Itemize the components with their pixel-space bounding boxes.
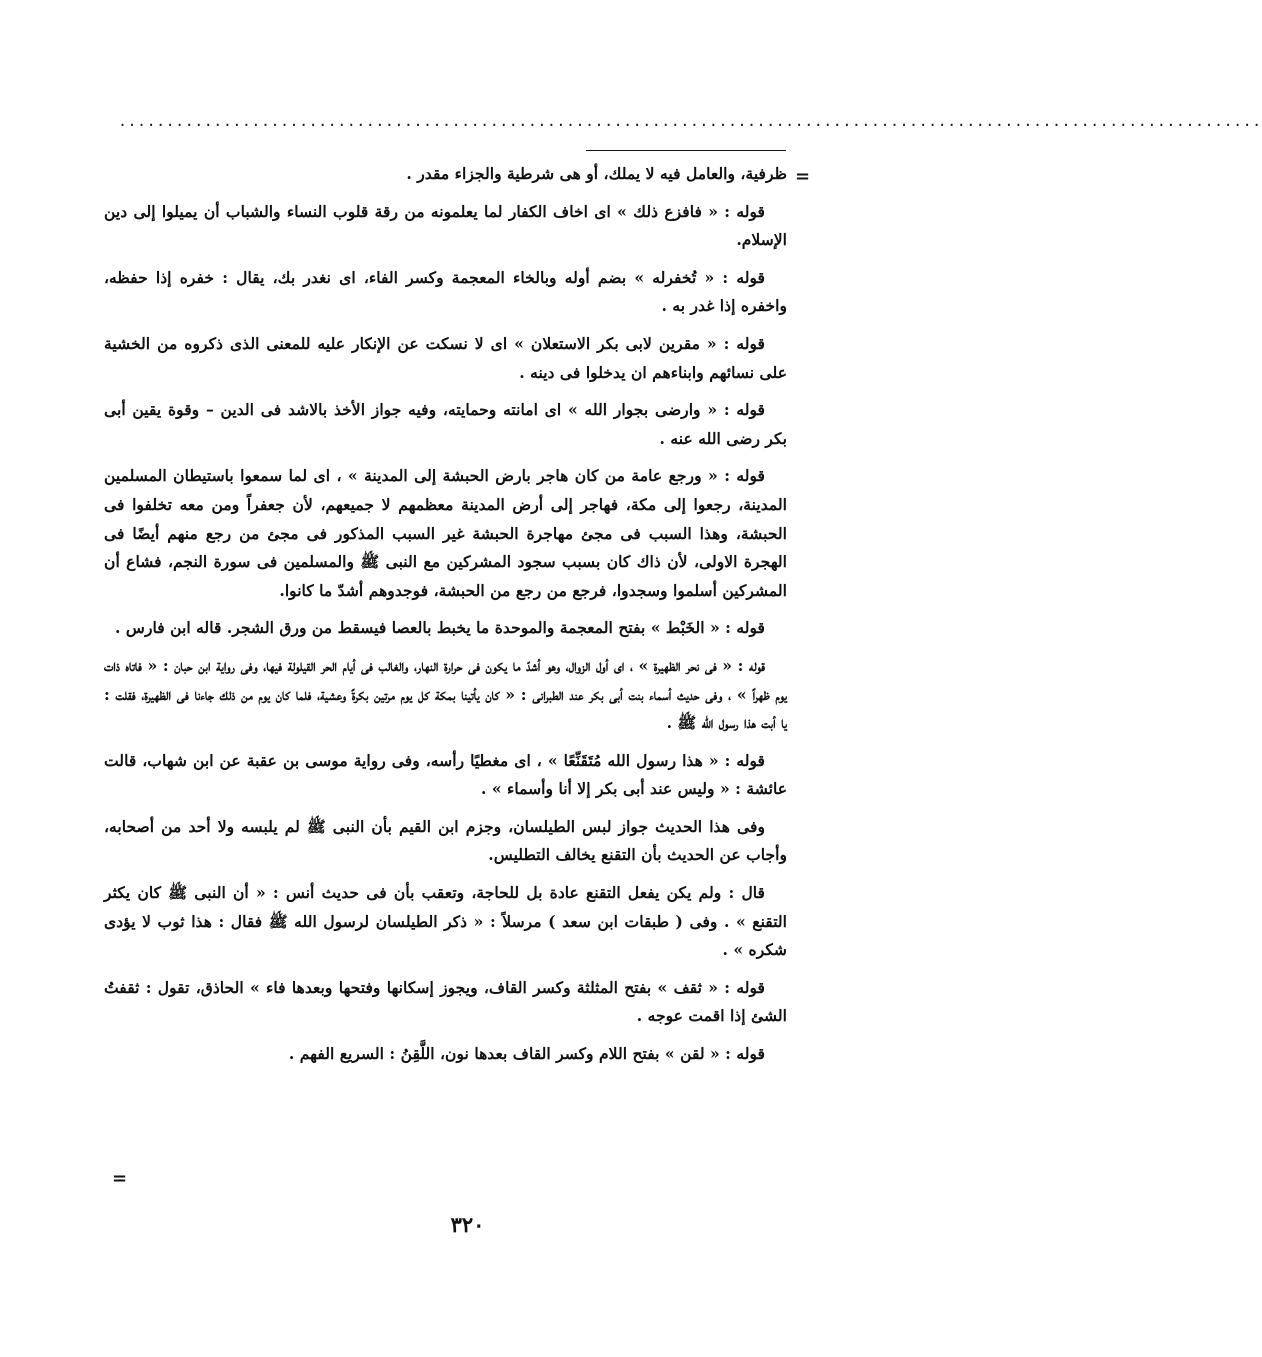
paragraph: وفى هذا الحديث جواز لبس الطيلسان، وجزم ابن القيم بأن النبى ﷺ لم يلبسه ولا أحد من أصحابه، وأجاب عن الحديث بأن التقنع يخالف التطليس. (104, 816, 787, 865)
commentary-text (104, 160, 787, 1078)
paragraph: قوله : « وارضى بجوار الله » اى امانته وحمايته، وفيه جواز الأخذ بالاشد فى الدين – وقوة يقين أبى بكر رضى الله عنه . (104, 400, 787, 448)
continuation-mark-top: = (795, 166, 811, 187)
paragraph: قوله : « تُخفرله » بضم أوله وبالخاء المعجمة وكسر الفاء، اى نغدر بك، يقال : خفره إذا حفظه، واخفره إذا غدر به . (104, 267, 787, 316)
footnote-rule (586, 150, 786, 151)
paragraph: قوله : « فافزع ذلك » اى اخاف الكفار لما يعلمونه من رقة قلوب النساء والشباب أن يميلوا إلى دين الإسلام. (104, 201, 787, 250)
continuation-mark-bottom: = (112, 1168, 128, 1189)
paragraph: قوله : « ثقف » بفتح المثلثة وكسر القاف، ويجوز إسكانها وفتحها وبعدها فاء » الحاذق، تقول : ثقفتُ الشئ إذا اقمت عوجه . (104, 977, 787, 1026)
page-number: ٣٢٠ (450, 1212, 485, 1237)
dotted-separator: ........................................................................................................................ (118, 112, 1262, 130)
paragraph: قوله : « هذا رسول الله مُتَقَنِّعًا » ، اى مغطيًا رأسه، وفى رواية موسى بن عقبة عن ابن شهاب، قالت عائشة : « وليس عند أبى بكر إلا أنا وأسماء » . (104, 750, 787, 799)
paragraph: ظرفية، والعامل فيه لا يملك، أو هى شرطية والجزاء مقدر . (406, 164, 787, 183)
paragraph: قوله : « فى نحر الظهيرة » ، اى أول الزوال، وهو أشدّ ما يكون فى حرارة النهار، والغالب فى أيام الحر القيلولة فيها، وفى رواية ابن حبان : « فاتاه ذات يوم ظهراً » ، وفى حديث أسماء بنت أبى بكر عند الطبرانى : « كان يأتينا بمكة كل يوم مرتين بكرةً وعشية، فلما كان يوم من ذلك جاءنا فى الظهيرة، فقلت : يا أبت هذا رسول الله ﷺ . (104, 655, 787, 733)
paragraph: قوله : « ورجع عامة من كان هاجر بارض الحبشة إلى المدينة » ، اى لما سمعوا باستيطان المسلمين المدينة، رجعوا إلى مكة، فهاجر إلى أرض المدينة معظمهم لا جميعهم، لأن جعفراً ومن معه تخلفوا فى الحبشة، وهذا السبب فى مجئ مهاجرة الحبشة غير السبب المذكور فى مجئ من رجع منهم أيضًا فى الهجرة الاولى، لأن ذاك كان بسبب سجود المشركين مع النبى ﷺ والمسلمين فى سورة النجم، فشاع أن المشركين أسلموا وسجدوا، فرجع من رجع من الحبشة، فوجدوهم أشدّ ما كانوا. (104, 466, 787, 600)
paragraph: قال : ولم يكن يفعل التقنع عادة بل للحاجة، وتعقب بأن فى حديث أنس : « أن النبى ﷺ كان يكثر التقنع » . وفى ( طبقات ابن سعد ) مرسلاً : « ذكر الطيلسان لرسول الله ﷺ فقال : هذا ثوب لا يؤدى شكره » . (104, 883, 787, 960)
paragraph: قوله : « الخَبْط » بفتح المعجمة والموحدة ما يخبط بالعصا فيسقط من ورق الشجر. قاله ابن فارس . (115, 618, 765, 638)
paragraph: قوله : « لقن » بفتح اللام وكسر القاف بعدها نون، اللَّقِنُ : السريع الفهم . (288, 1044, 765, 1064)
paragraph: قوله : « مقرين لابى بكر الاستعلان » اى لا نسكت عن الإنكار عليه للمعنى الذى ذكروه من الخشية على نسائهم وابناءهم ان يدخلوا فى دينه . (104, 333, 787, 382)
